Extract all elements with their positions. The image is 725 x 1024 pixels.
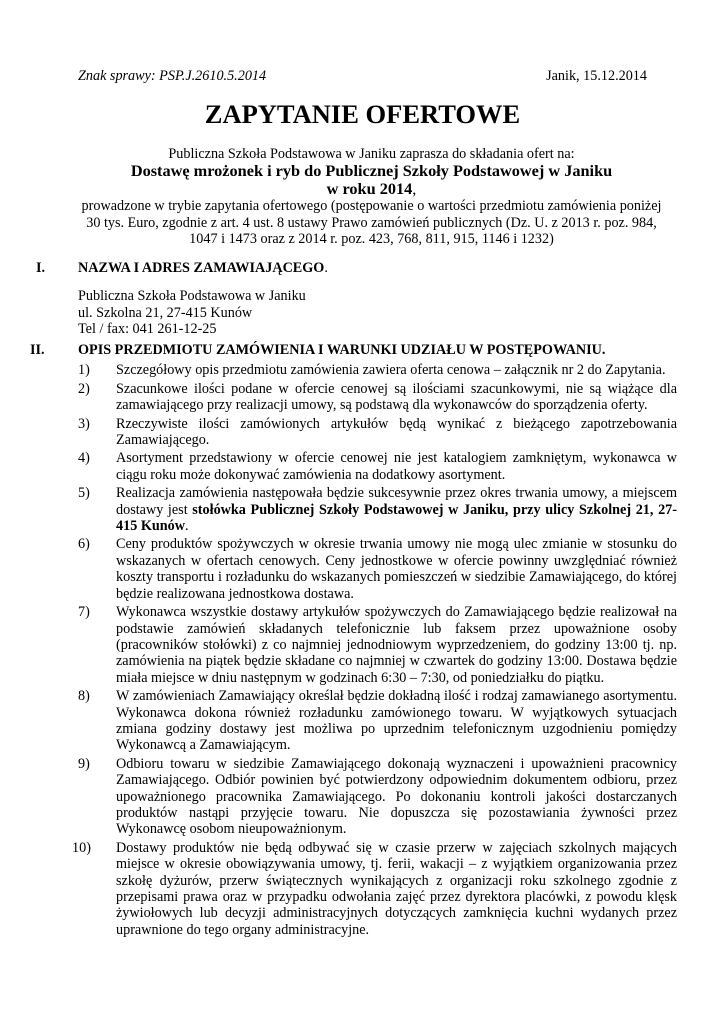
address-line: ul. Szkolna 21, 27-415 Kunów [78, 304, 253, 321]
section-order-description [26, 342, 677, 940]
section-title: OPIS PRZEDMIOTU ZAMÓWIENIA I WARUNKI UDZIAŁU W POSTĘPOWANIU. [78, 342, 606, 358]
item-text: Szacunkowe ilości podane w ofercie cenowej są ilościami szacunkowymi, nie są wiążące dla zamawiającego przy realizacji umowy, są podstawą dla wykonawców do sporządzenia oferty. [116, 380, 677, 414]
item-number: 7) [78, 604, 90, 621]
address-line: Publiczna Szkoła Podstawowa w Janiku [78, 288, 306, 305]
order-subject-line2: w roku 2014 [326, 179, 413, 199]
list-item [26, 381, 677, 414]
item-number: 9) [78, 755, 90, 772]
list-item [26, 688, 677, 754]
item-text: Dostawy produktów nie będą odbywać się w czasie przerw w zajęciach szkolnych mających miejsce w okresie obowiązywania umowy, tj. ferii, wakacji – z wyjątkiem organizowania przez szkołę dyżurów, przerw świątecznych wynikających z organizacji roku szkolnego zgodnie z przepisami prawa oraz w przypadku odwołania zajęć przez dyrektora placówki, z powodu klęsk żywiołowych lub decyzji administracyjnych dotyczących zamknięcia kuchni wydanych przez uprawnione do tego organy administracyjne. [116, 839, 677, 938]
item-text: Realizacja zamówienia następowała będzie sukcesywnie przez okres trwania umowy, a miejscem dostawy jest [116, 485, 677, 518]
order-subject [78, 162, 665, 198]
section-heading [26, 260, 677, 276]
item-number: 2) [78, 380, 90, 397]
list-item [26, 485, 677, 534]
list-item [26, 604, 677, 686]
procedure-mode: prowadzone w trybie zapytania ofertowego (postępowanie o wartości przedmiotu zamówienia poniżej 30 tys. Euro, zgodnie z art. 4 ust. 8 ustawy Prawo zamówień publicznych (Dz. U. z 2013 r. poz. 984, 1047 i 1473 oraz z 2014 r. poz. 423, 768, 811, 915, 1146 i 1232) [81, 198, 662, 248]
list-item [26, 840, 677, 938]
list-item [26, 756, 677, 838]
authority-address [26, 288, 677, 337]
item-text: Asortyment przedstawiony w ofercie cenowej nie jest katalogiem zamkniętym, wykonawca w ciągu roku może dokonywać zamówienia na dodatkowy asortyment. [116, 450, 677, 483]
list-item [26, 416, 677, 449]
order-subject-suffix: , [412, 179, 417, 199]
order-subject-line1: Dostawę mrożonek i ryb do Publicznej Szkoły Podstawowej w Janiku [130, 161, 613, 181]
item-number: 6) [78, 536, 90, 553]
document-title: ZAPYTANIE OFERTOWE [204, 99, 521, 129]
conditions-list [26, 362, 677, 938]
item-number: 10) [72, 839, 91, 856]
intro-lead: Publiczna Szkoła Podstawowa w Janiku zaprasza do składania ofert na: [168, 146, 575, 162]
case-reference: Znak sprawy: PSP.J.2610.5.2014 [78, 68, 267, 84]
item-text: Odbioru towaru w siedzibie Zamawiającego dokonają wyznaczeni i upoważnieni pracownicy Zamawiającego. Odbiór powinien być potwierdzony odpowiednim dokumentem odbioru, przez upoważnionego pracownika Zamawiającego. Po dokonaniu kontroli jakości dostarczanych produktów nastąpi przyjęcie towaru. Nie dopuszcza się pozostawiania żywności przez Wykonawcę osobom nieupoważnionym. [116, 755, 677, 838]
item-text: Rzeczywiste ilości zamówionych artykułów będą wynikać z bieżącego zapotrzebowania Zamawiającego. [116, 415, 677, 449]
list-item [26, 362, 677, 378]
item-text: Szczegółowy opis przedmiotu zamówienia zawiera oferta cenowa – załącznik nr 2 do Zapytania. [116, 362, 666, 379]
section-contracting-authority [26, 260, 677, 338]
item-text-end: . [184, 518, 189, 535]
section-number: II. [30, 342, 45, 358]
list-item [26, 450, 677, 483]
section-title-suffix: . [324, 260, 328, 276]
section-title: NAZWA I ADRES ZAMAWIAJĄCEGO [78, 260, 325, 276]
item-text: Wykonawca wszystkie dostawy artykułów spożywczych do Zamawiającego będzie realizował na podstawie zamówień składanych telefonicznie lub faksem przez upoważnione osoby (pracowników stołówki) z co najmniej jednodniowym wyprzedzeniem, do godziny 13:00 tj. np. zamówienia na piątek będzie składane co najmniej w czwartek do godziny 13:00. Dostawa będzie miała miejsce w dniu następnym w godzinach 6:30 – 7:30, od poniedziałku do piątku. [116, 604, 677, 686]
item-text: Ceny produktów spożywczych w okresie trwania umowy nie mogą ulec zmianie w stosunku do wskazanych w ofertach cenowych. Ceny jednostkowe w ofercie powinny uwzględniać również koszty transportu i rozładunku do wskazanych pomieszczeń w siedzibie Zamawiającego, do której będzie realizowana jednostkowa dostawa. [116, 536, 677, 602]
place-date: Janik, 15.12.2014 [546, 68, 647, 84]
item-number: 3) [78, 415, 90, 432]
address-line: Tel / fax: 041 261-12-25 [78, 321, 217, 338]
list-item [26, 536, 677, 602]
item-number: 5) [78, 485, 90, 502]
section-number: I. [36, 260, 46, 276]
section-heading [26, 342, 677, 358]
item-number: 8) [78, 688, 90, 705]
delivery-place: stołówka Publicznej Szkoły Podstawowej w Janiku, przy ulicy Szkolnej 21, 27-415 Kunów [116, 501, 677, 535]
item-number: 4) [78, 450, 90, 467]
item-number: 1) [78, 362, 90, 379]
document-header [78, 68, 647, 86]
intro-block [78, 146, 665, 248]
item-text: W zamówieniach Zamawiający określał będzie dokładną ilość i rodzaj zamawianego asortymentu. Wykonawca dokona również rozładunku zamówionego towaru. W wyjątkowych sytuacjach zmiana godziny dostawy jest możliwa po uprzednim telefonicznym uzgodnieniu pomiędzy Wykonawcą a Zamawiającym. [116, 688, 677, 754]
